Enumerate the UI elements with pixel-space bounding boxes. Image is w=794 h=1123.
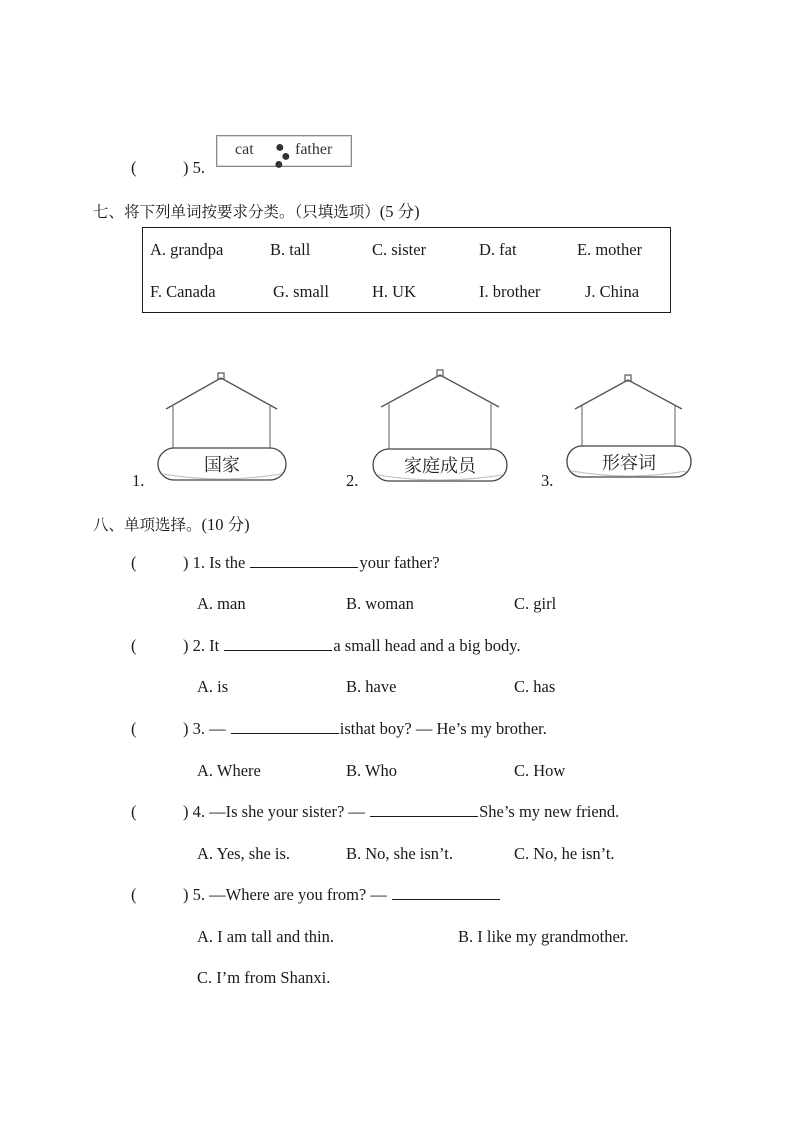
option-b[interactable]: B. woman bbox=[346, 594, 414, 613]
option-b[interactable]: B. Who bbox=[346, 761, 398, 780]
option-c[interactable]: C. How bbox=[514, 761, 566, 780]
answer-blank[interactable] bbox=[370, 802, 478, 817]
question-text: isthat boy? — He’s my brother. bbox=[339, 719, 547, 738]
answer-paren[interactable]: ( bbox=[131, 802, 137, 821]
paw-print-icon: ● bbox=[275, 139, 285, 156]
word-item: A. grandpa bbox=[150, 240, 224, 259]
paw-print-icon: ● bbox=[274, 156, 284, 173]
word-item: I. brother bbox=[479, 282, 541, 301]
question-text: — bbox=[209, 719, 230, 738]
question-text: It bbox=[209, 636, 224, 655]
word-card-right: father bbox=[295, 141, 333, 158]
word-card-left: cat bbox=[235, 141, 254, 158]
house-number: 3. bbox=[541, 471, 554, 490]
house-label-family: 家庭成员 bbox=[404, 456, 476, 477]
option-c[interactable]: C. girl bbox=[514, 594, 557, 613]
option-a[interactable]: A. Yes, she is. bbox=[197, 844, 291, 863]
word-item: D. fat bbox=[479, 240, 517, 259]
question-number: ) 2. bbox=[183, 636, 205, 655]
question-number: ) 3. bbox=[183, 719, 205, 738]
question-text: a small head and a big body. bbox=[333, 636, 521, 655]
option-a[interactable]: A. I am tall and thin. bbox=[197, 927, 335, 946]
option-c[interactable]: C. I’m from Shanxi. bbox=[197, 968, 331, 987]
answer-paren[interactable]: ( bbox=[131, 158, 137, 177]
word-item: G. small bbox=[273, 282, 329, 301]
answer-paren[interactable]: ( bbox=[131, 553, 137, 572]
question-text: your father? bbox=[359, 553, 440, 572]
question-row bbox=[131, 636, 521, 656]
word-card bbox=[216, 135, 352, 173]
answer-blank[interactable] bbox=[250, 553, 358, 568]
question-text: Is the bbox=[209, 553, 250, 572]
option-c[interactable]: C. has bbox=[514, 677, 556, 696]
house-label-adjective: 形容词 bbox=[602, 453, 656, 474]
section8-title-score: (10 分) bbox=[201, 515, 250, 534]
question-text: She’s my new friend. bbox=[479, 802, 620, 821]
section8-title bbox=[93, 511, 250, 535]
question-number: ) 4. bbox=[183, 802, 205, 821]
section7-title-cn: 七、将下列单词按要求分类。（只填选项） bbox=[93, 203, 380, 221]
prev-question-5 bbox=[131, 158, 205, 178]
house-label-country: 国家 bbox=[204, 455, 240, 476]
word-item: C. sister bbox=[372, 240, 427, 259]
word-item: E. mother bbox=[577, 240, 643, 259]
question-number: ) 5. bbox=[183, 158, 205, 177]
section7-title bbox=[93, 198, 420, 222]
paw-print-icon: ● bbox=[281, 148, 291, 165]
question-row bbox=[131, 802, 619, 822]
section7-title-score: (5 分) bbox=[379, 202, 420, 221]
word-item: H. UK bbox=[372, 282, 416, 301]
word-item: F. Canada bbox=[150, 282, 216, 301]
question-row bbox=[131, 719, 547, 739]
word-bank bbox=[142, 227, 671, 313]
answer-paren[interactable]: ( bbox=[131, 719, 137, 738]
option-c[interactable]: C. No, he isn’t. bbox=[514, 844, 615, 863]
option-a[interactable]: A. Where bbox=[197, 761, 261, 780]
answer-paren[interactable]: ( bbox=[131, 636, 137, 655]
question-number: ) 1. bbox=[183, 553, 205, 572]
word-item: J. China bbox=[585, 282, 640, 301]
option-b[interactable]: B. have bbox=[346, 677, 397, 696]
question-row bbox=[131, 885, 501, 905]
option-a[interactable]: A. is bbox=[197, 677, 229, 696]
answer-blank[interactable] bbox=[224, 636, 332, 651]
option-b[interactable]: B. No, she isn’t. bbox=[346, 844, 453, 863]
house-number: 2. bbox=[346, 471, 359, 490]
question-text: —Where are you from? — bbox=[209, 885, 392, 904]
answer-blank[interactable] bbox=[392, 885, 500, 900]
answer-paren[interactable]: ( bbox=[131, 885, 137, 904]
option-a[interactable]: A. man bbox=[197, 594, 246, 613]
section8-title-cn: 八、单项选择。 bbox=[93, 516, 202, 534]
house-number: 1. bbox=[132, 471, 145, 490]
option-b[interactable]: B. I like my grandmother. bbox=[458, 927, 629, 946]
word-item: B. tall bbox=[270, 240, 311, 259]
question-number: ) 5. bbox=[183, 885, 205, 904]
answer-blank[interactable] bbox=[231, 719, 339, 734]
question-row bbox=[131, 553, 440, 573]
question-text: —Is she your sister? — bbox=[209, 802, 370, 821]
